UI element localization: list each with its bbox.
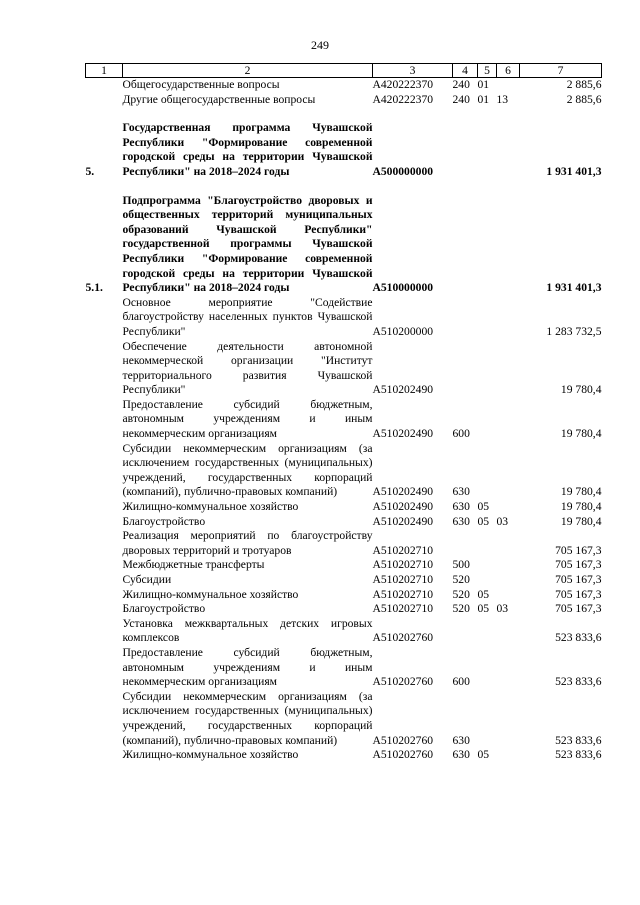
column-header-4: 4 xyxy=(453,64,478,78)
row-col5 xyxy=(478,558,497,573)
row-index xyxy=(86,500,123,515)
row-amount: 705 167,3 xyxy=(555,587,602,601)
row-col4: 630 xyxy=(452,485,470,499)
row-index xyxy=(86,748,123,763)
column-header-5: 5 xyxy=(478,64,497,78)
row-name: Межбюджетные трансферты xyxy=(122,558,265,572)
column-header-1: 1 xyxy=(86,64,123,78)
row-col4: 240 xyxy=(452,92,470,106)
row-col6: 13 xyxy=(496,92,509,106)
row-col4: 630 xyxy=(452,500,470,514)
row-index xyxy=(86,442,123,500)
table-row xyxy=(86,602,602,617)
row-amount: 523 833,6 xyxy=(555,748,602,762)
row-col4: 630 xyxy=(452,733,470,747)
row-col4: 520 xyxy=(452,587,470,601)
row-name: Предоставление субсидий бюджетным, автономным учреждениям и иным некоммерческим организациям xyxy=(122,645,373,689)
table-row xyxy=(86,748,602,763)
row-col5 xyxy=(478,194,497,296)
row-col5 xyxy=(478,442,497,500)
row-amount: 19 780,4 xyxy=(560,514,602,528)
row-col6 xyxy=(497,442,520,500)
column-header-2: 2 xyxy=(123,64,373,78)
table-row xyxy=(86,690,602,748)
row-col5: 05 xyxy=(477,748,490,762)
table-row xyxy=(86,78,602,93)
row-col5 xyxy=(478,573,497,588)
row-col6 xyxy=(497,398,520,442)
row-index xyxy=(86,588,123,603)
row-code: А500000000 xyxy=(372,164,434,178)
row-name: Жилищно-коммунальное хозяйство xyxy=(122,500,299,514)
row-index xyxy=(86,78,123,93)
row-index: 5. xyxy=(85,164,95,178)
row-amount: 1 931 401,3 xyxy=(546,164,602,178)
row-amount: 19 780,4 xyxy=(560,500,602,514)
row-name: Жилищно-коммунальное хозяйство xyxy=(122,587,299,601)
row-code: А510000000 xyxy=(372,281,434,295)
row-name: Благоустройство xyxy=(122,602,206,616)
row-col4: 630 xyxy=(452,748,470,762)
row-code: А510202490 xyxy=(372,427,434,441)
row-amount: 705 167,3 xyxy=(555,573,602,586)
row-col6 xyxy=(497,690,520,748)
row-code: А510202760 xyxy=(372,675,434,689)
row-code: А420222370 xyxy=(372,78,434,91)
row-col4 xyxy=(453,529,478,558)
row-index xyxy=(86,602,123,617)
row-col4 xyxy=(453,340,478,398)
row-name: Другие общегосударственные вопросы xyxy=(122,92,316,106)
row-amount: 705 167,3 xyxy=(555,543,602,557)
table-row xyxy=(86,573,602,588)
row-col6 xyxy=(497,529,520,558)
row-code: А510202490 xyxy=(372,383,434,397)
row-name: Субсидии некоммерческим организациям (за исключением государственных (муниципальных) учреждений, государственных корпораций (компаний), публично-правовых компаний) xyxy=(122,441,373,499)
row-col5 xyxy=(478,529,497,558)
table-body xyxy=(86,78,602,763)
column-header-6: 6 xyxy=(497,64,520,78)
row-col4 xyxy=(453,617,478,646)
row-col6 xyxy=(497,617,520,646)
row-col4 xyxy=(453,121,478,179)
row-col4: 600 xyxy=(452,427,470,441)
row-code: А510202760 xyxy=(372,733,434,747)
row-col6 xyxy=(497,500,520,515)
table-row xyxy=(86,588,602,603)
row-col5 xyxy=(478,296,497,340)
row-col5: 05 xyxy=(477,500,490,514)
row-col6: 03 xyxy=(496,514,509,528)
row-amount: 523 833,6 xyxy=(555,675,602,689)
row-col6 xyxy=(497,121,520,179)
table-row xyxy=(86,529,602,558)
row-code: А510202710 xyxy=(372,587,434,601)
row-col5: 01 xyxy=(477,92,490,106)
row-col5 xyxy=(478,690,497,748)
table-row xyxy=(86,398,602,442)
row-code: А510202490 xyxy=(372,500,434,514)
row-name: Предоставление субсидий бюджетным, автономным учреждениям и иным некоммерческим организациям xyxy=(122,397,373,441)
table-row xyxy=(86,340,602,398)
table-row xyxy=(86,121,602,179)
row-index xyxy=(86,340,123,398)
row-amount: 523 833,6 xyxy=(555,631,602,645)
row-col6 xyxy=(497,646,520,690)
column-header-3: 3 xyxy=(373,64,453,78)
row-amount: 2 885,6 xyxy=(566,92,602,106)
row-name: Благоустройство xyxy=(122,514,206,528)
row-name: Обеспечение деятельности автономной некоммерческой организации "Институт территориального развития Чувашской Республики" xyxy=(122,339,373,397)
row-name: Субсидии некоммерческим организациям (за исключением государственных (муниципальных) учреждений, государственных корпораций (компаний), публично-правовых компаний) xyxy=(122,689,373,747)
row-col5: 05 xyxy=(477,587,490,601)
row-col4 xyxy=(453,194,478,296)
row-amount: 705 167,3 xyxy=(555,558,602,572)
row-index xyxy=(86,558,123,573)
row-amount: 2 885,6 xyxy=(566,78,602,91)
row-col5 xyxy=(478,340,497,398)
row-amount: 1 283 732,5 xyxy=(546,324,602,338)
row-name: Основное мероприятие "Содействие благоустройству населенных пунктов Чувашской Республики" xyxy=(122,295,373,338)
row-col5: 05 xyxy=(477,602,490,616)
table-row xyxy=(86,442,602,500)
row-col4: 520 xyxy=(452,602,470,616)
row-index xyxy=(86,617,123,646)
column-header-7: 7 xyxy=(520,64,602,78)
table-row xyxy=(86,558,602,573)
row-code: А510202710 xyxy=(372,573,434,586)
row-col6 xyxy=(497,748,520,763)
row-name: Общегосударственные вопросы xyxy=(122,78,280,91)
row-col5 xyxy=(478,646,497,690)
row-col6 xyxy=(497,588,520,603)
row-col5: 05 xyxy=(477,514,490,528)
row-amount: 19 780,4 xyxy=(560,485,602,499)
row-amount: 1 931 401,3 xyxy=(546,281,602,295)
row-name: Жилищно-коммунальное хозяйство xyxy=(122,748,299,762)
row-code: А510202760 xyxy=(372,631,434,645)
row-index: 5.1. xyxy=(85,281,103,295)
row-col6 xyxy=(497,558,520,573)
table-row xyxy=(86,500,602,515)
row-code: А510202490 xyxy=(372,485,434,499)
row-index xyxy=(86,398,123,442)
row-index xyxy=(86,515,123,530)
spacer-cell xyxy=(86,107,602,121)
row-col4: 240 xyxy=(452,78,470,91)
row-name: Установка межквартальных детских игровых комплексов xyxy=(122,616,373,645)
row-amount: 523 833,6 xyxy=(555,733,602,747)
row-col4: 500 xyxy=(452,558,470,572)
row-code: А510202710 xyxy=(372,602,434,616)
row-index xyxy=(86,573,123,588)
row-name: Подпрограмма "Благоустройство дворовых и общественных территорий муниципальных образований Чувашской Республики" государственной программы Чувашской Республики "Формирование современной городской среды на территории Чувашской Республики" на 2018–2024 годы xyxy=(122,193,373,295)
row-col6 xyxy=(497,340,520,398)
row-col6 xyxy=(497,296,520,340)
page-number: 249 xyxy=(311,38,329,52)
row-col6 xyxy=(497,78,520,93)
table-header-row xyxy=(86,64,602,78)
table-row xyxy=(86,93,602,108)
row-col4: 520 xyxy=(452,573,470,586)
spacer-cell xyxy=(86,180,602,194)
row-spacer xyxy=(86,107,602,121)
row-index xyxy=(86,296,123,340)
row-col5 xyxy=(478,121,497,179)
row-index xyxy=(86,529,123,558)
budget-table xyxy=(85,63,602,763)
row-spacer xyxy=(86,180,602,194)
table-row xyxy=(86,296,602,340)
table-row xyxy=(86,515,602,530)
table-row xyxy=(86,646,602,690)
row-name: Государственная программа Чувашской Республики "Формирование современной городской среды на территории Чувашской Республики" на 2018–2024 годы xyxy=(122,121,373,178)
row-col4: 600 xyxy=(452,675,470,689)
row-code: А510202490 xyxy=(372,514,434,528)
row-amount: 19 780,4 xyxy=(560,427,602,441)
row-amount: 705 167,3 xyxy=(555,602,602,616)
row-code: А510200000 xyxy=(372,324,434,338)
row-col6 xyxy=(497,194,520,296)
row-code: А510202760 xyxy=(372,748,434,762)
row-col5: 01 xyxy=(477,78,490,91)
row-amount: 19 780,4 xyxy=(560,383,602,397)
row-index xyxy=(86,93,123,108)
row-code: А510202710 xyxy=(372,558,434,572)
row-col4 xyxy=(453,296,478,340)
row-index xyxy=(86,646,123,690)
row-index xyxy=(86,690,123,748)
row-name: Реализация мероприятий по благоустройству дворовых территорий и тротуаров xyxy=(122,529,373,557)
row-col4: 630 xyxy=(452,514,470,528)
row-col5 xyxy=(478,398,497,442)
row-code: А420222370 xyxy=(372,92,434,106)
row-name: Субсидии xyxy=(122,573,172,586)
row-code: А510202710 xyxy=(372,543,434,557)
row-col6: 03 xyxy=(496,602,509,616)
table-row xyxy=(86,617,602,646)
table-row xyxy=(86,194,602,296)
row-col6 xyxy=(497,573,520,588)
row-col5 xyxy=(478,617,497,646)
